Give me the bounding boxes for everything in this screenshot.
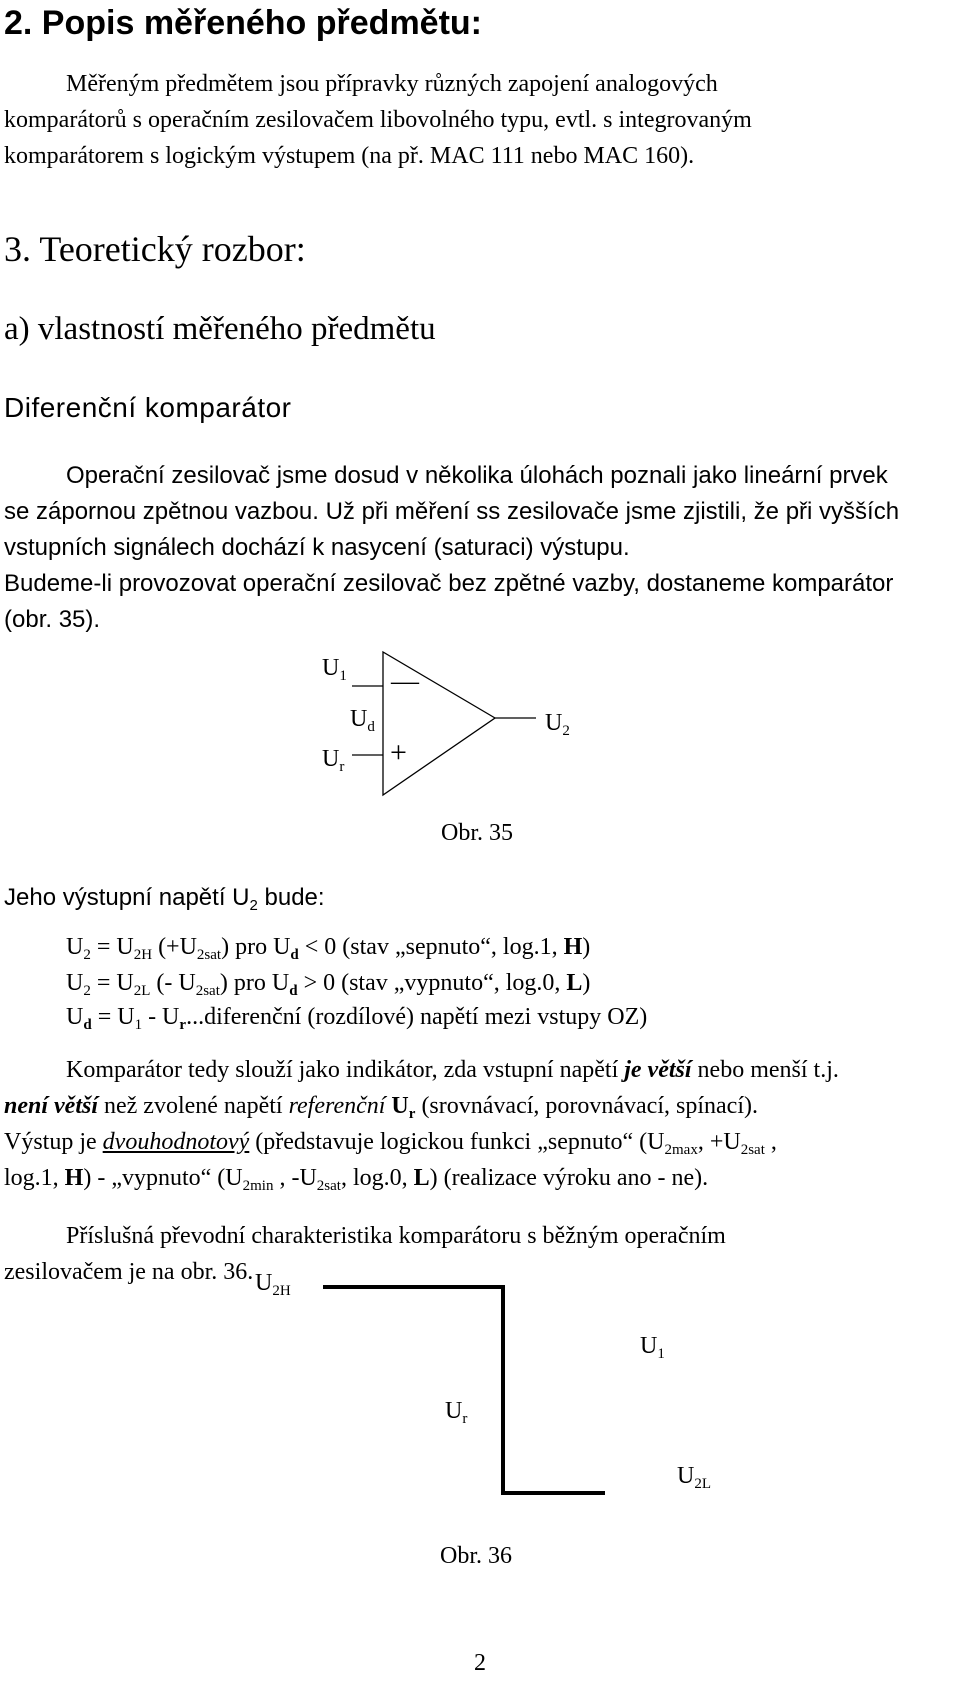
topic-heading: Diferenční komparátor — [4, 392, 292, 423]
label-u1-fig36: $U_1$ — [640, 1333, 665, 1362]
section-2-line-2: komparátorů s operačním zesilovačem libovolného typu, evtl. s integrovaným — [4, 107, 752, 133]
intro-line-1: Operační zesilovač jsme dosud v několika úlohách poznali jako lineární prvek — [66, 462, 888, 489]
section-2-heading: 2. Popis měřeného předmětu: — [4, 4, 482, 42]
intro-line-3: vstupních signálech dochází k nasycení (saturaci) výstupu. — [4, 534, 630, 561]
intro-line-5: (obr. 35). — [4, 606, 101, 633]
intro-line-2b: Už při měření ss zesilovače jsme zjistili, že při vyšších — [318, 498, 900, 525]
fig-35-caption: Obr. 35 — [441, 820, 513, 846]
transfer-line-1: Příslušná převodní charakteristika komparátoru s běžným operačním — [66, 1223, 726, 1249]
comparator-line-2: není větší než zvolené napětí referenční $U_r$ (srovnávací, porovnávací, spínací). — [4, 1093, 758, 1122]
label-u2l: $U_{2L}$ — [677, 1463, 712, 1492]
section-3-subheading: a) vlastností měřeného předmětu — [4, 311, 436, 347]
section-2-line-1: Měřeným předmětem jsou přípravky různých zapojení analogových — [66, 71, 718, 97]
output-intro: Jeho výstupní napětí $U_2$ bude: — [4, 884, 325, 914]
label-u2h: $U_{2H}$ — [255, 1270, 291, 1299]
equation-1: $U_2 = U_{2H}$ $(+U_{2sat})$ pro $U_d < 0$ (stav „sepnuto“, log.1, H) — [66, 934, 591, 963]
label-u1: $U_1$ — [322, 655, 347, 684]
comparator-line-1: Komparátor tedy slouží jako indikátor, zda vstupní napětí je větší nebo menší t.j. — [66, 1057, 839, 1083]
equation-3: $U_d = U_1$ - $U_r...diferenční$ (rozdílové) napětí mezi vstupy OZ) — [66, 1004, 648, 1033]
label-ud: $U_d$ — [350, 706, 375, 735]
fig-36-caption: Obr. 36 — [440, 1543, 512, 1569]
intro-line-4: Budeme-li provozovat operační zesilovač bez zpětné vazby, dostaneme komparátor — [4, 570, 894, 597]
label-ur: $U_r$ — [322, 746, 345, 775]
label-u2: $U_2$ — [545, 710, 570, 739]
plus-sign: + — [390, 736, 407, 769]
minus-sign: — — [391, 666, 419, 697]
intro-line-2a: se zápornou zpětnou vazbou. — [4, 498, 319, 525]
equation-2: $U_2 = U_{2L}$ (- $U_{2sat}$) pro $U_d > 0$ (stav „vypnuto“, log.0, L) — [66, 970, 591, 999]
transfer-line-2: zesilovačem je na obr. 36. — [4, 1259, 254, 1285]
page-number: 2 — [474, 1650, 486, 1676]
comparator-line-4: log.1, H) - „vypnuto“ ($U_{2min}$ , $-U_{2sat}$, log.0, L) (realizace výroku ano - ne). — [4, 1165, 709, 1194]
comparator-line-3: Výstup je dvouhodnotový (představuje logickou funkci „sepnuto“ ($U_{2max}$, $+U_{2sat}$ , — [4, 1129, 777, 1158]
section-2-line-3: komparátorem s logickým výstupem (na př. MAC 111 nebo MAC 160). — [4, 143, 695, 169]
label-ur-fig36: $U_r$ — [445, 1398, 468, 1427]
section-3-heading: 3. Teoretický rozbor: — [4, 229, 306, 269]
